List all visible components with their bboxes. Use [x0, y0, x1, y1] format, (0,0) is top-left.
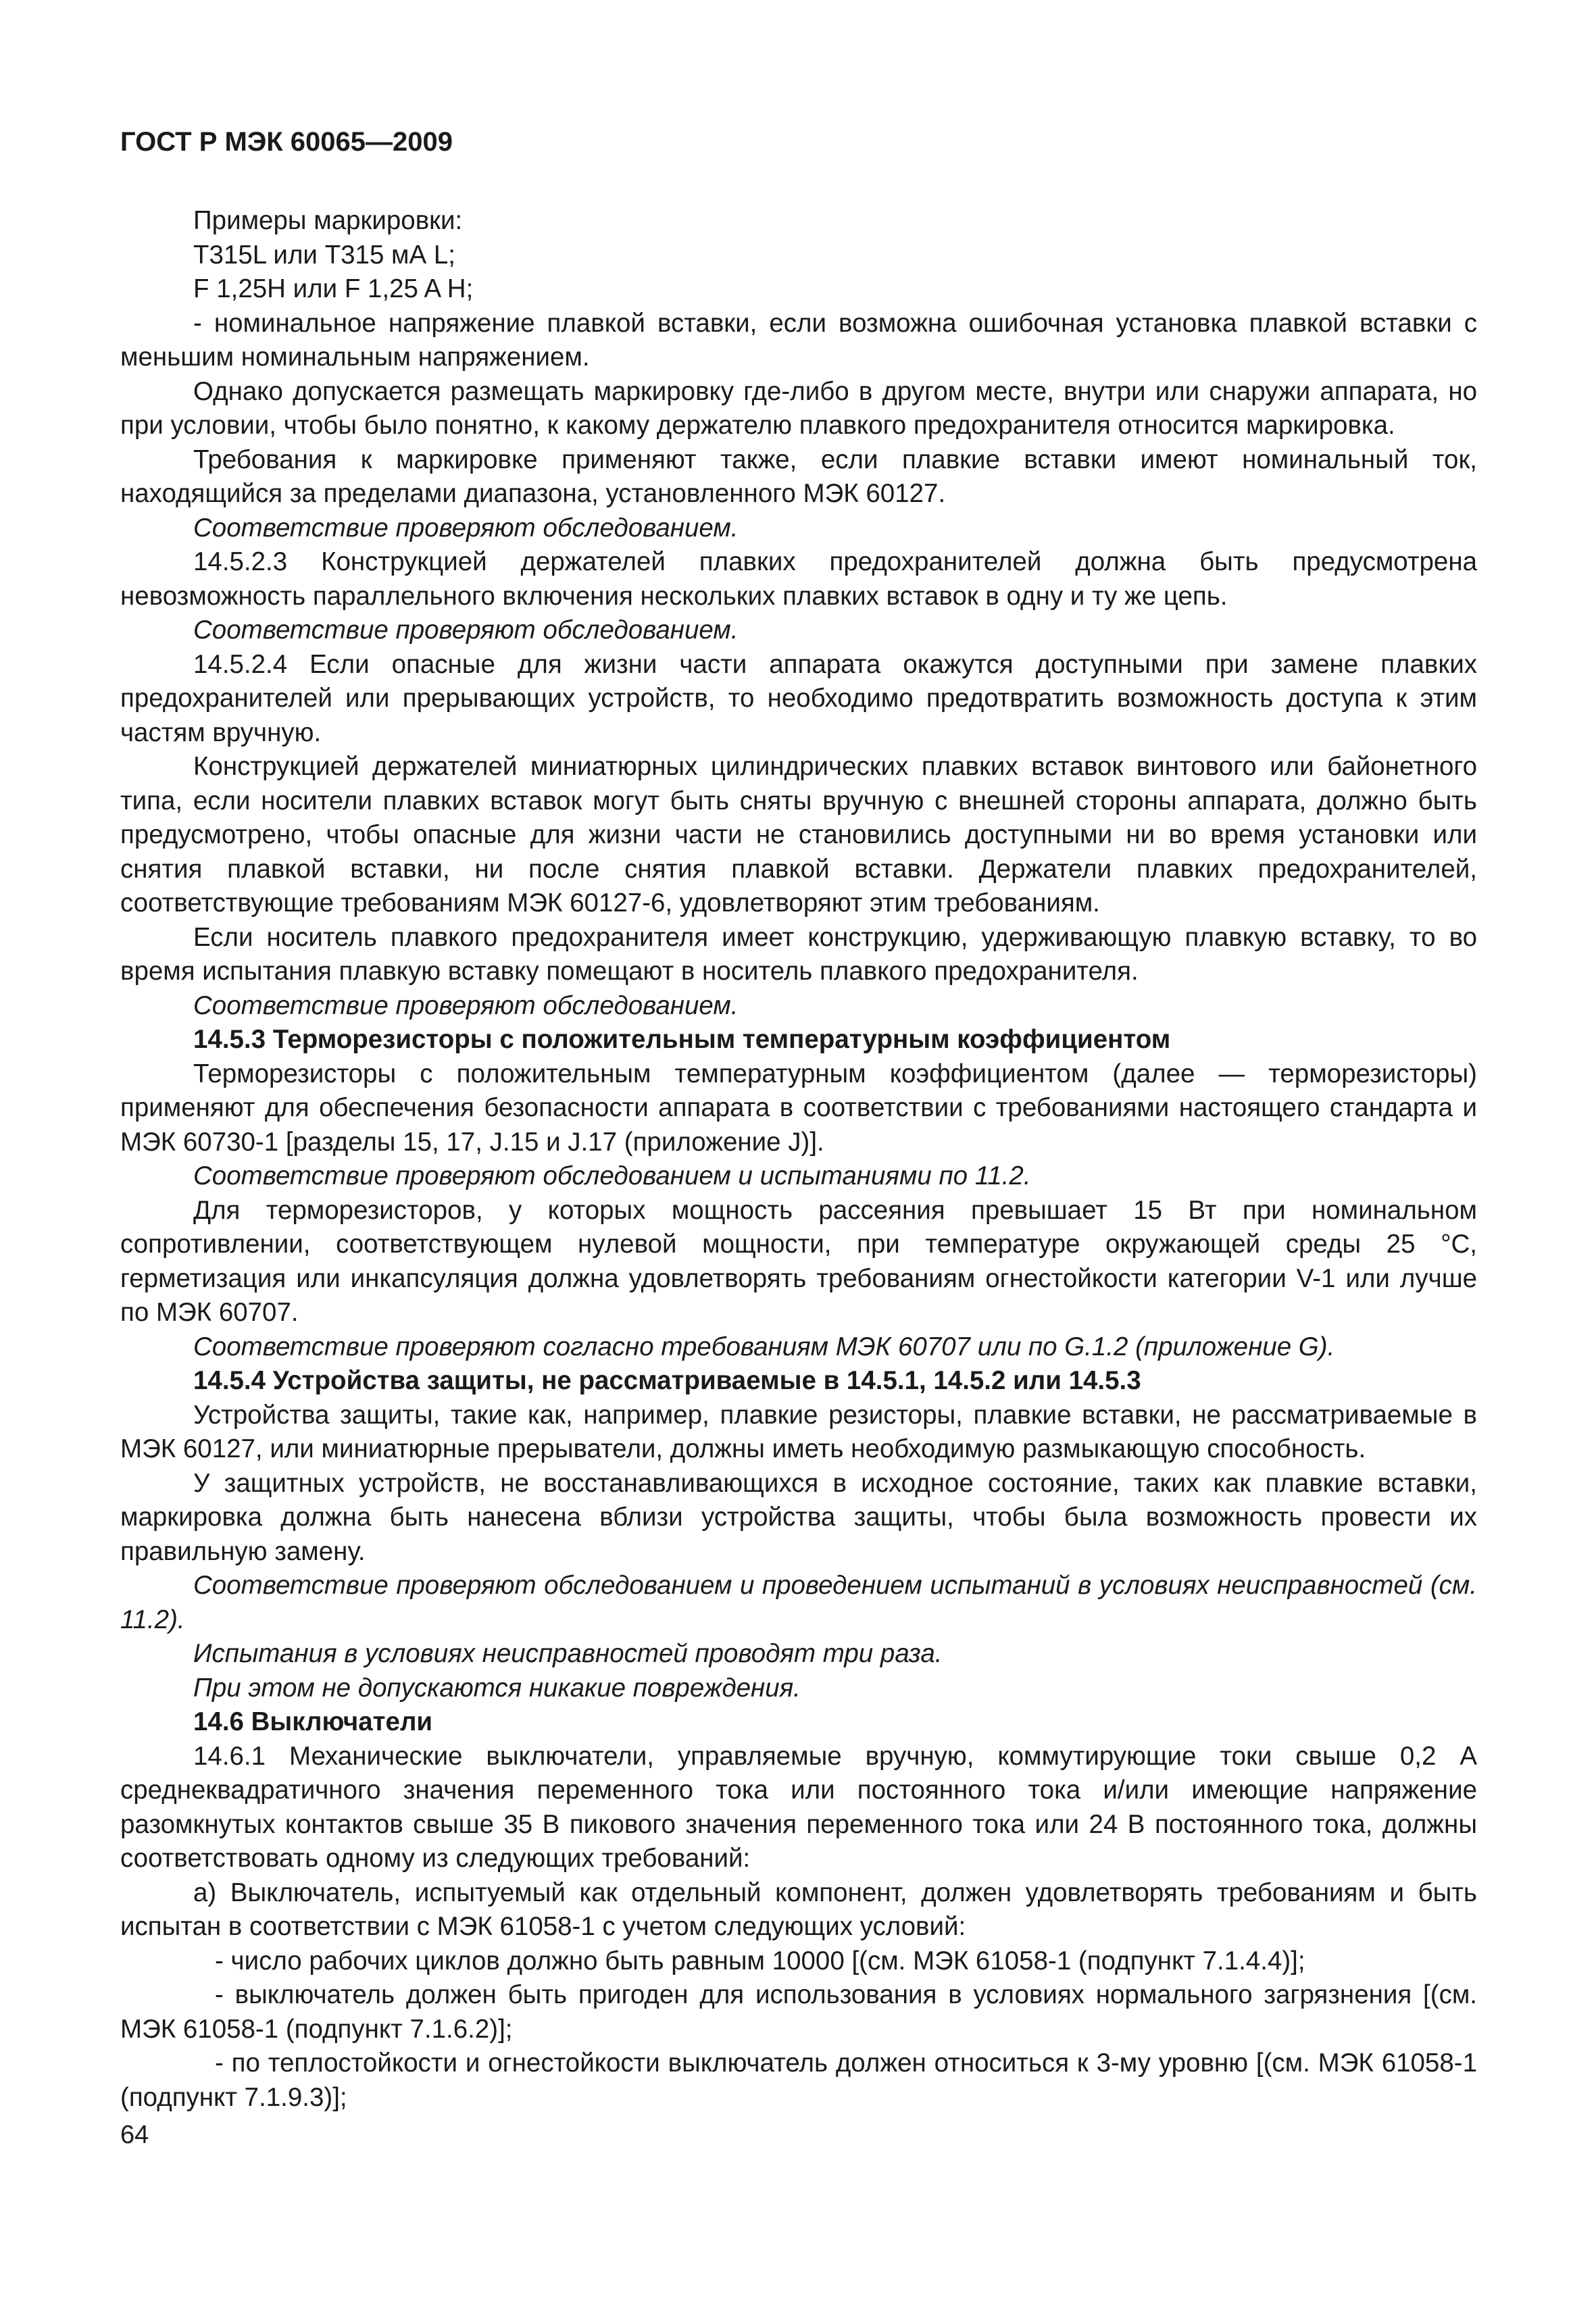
- paragraph: Соответствие проверяют обследованием и испытаниями по 11.2.: [193, 1161, 1031, 1190]
- paragraph: Соответствие проверяют согласно требованиям МЭК 60707 или по G.1.2 (приложение G).: [193, 1332, 1335, 1361]
- paragraph: Для терморезисторов, у которых мощность рассеяния превышает 15 Вт при номинальном сопротивлении, соответствующем нулевой мощности, при температуре окружающей среды 25 °С, герметизация или инкапсуляция должна удовлетворять требованиям огнестойкости категории V-1 или лучше по МЭК 60707.: [120, 1195, 1477, 1327]
- paragraph: При этом не допускаются никакие повреждения.: [193, 1673, 801, 1703]
- paragraph: - выключатель должен быть пригоден для использования в условиях нормального загрязнения [(см. МЭК 61058-1 (подпункт 7.1.6.2)];: [120, 1980, 1477, 2044]
- paragraph: У защитных устройств, не восстанавливающихся в исходное состояние, таких как плавкие вставки, маркировка должна быть нанесена вблизи устройства защиты, чтобы была возможность провести их правильную замену.: [120, 1468, 1477, 1566]
- paragraph: Если носитель плавкого предохранителя имеет конструкцию, удерживающую плавкую вставку, то во время испытания плавкую вставку помещают в носитель плавкого предохранителя.: [120, 922, 1477, 986]
- paragraph: а) Выключатель, испытуемый как отдельный компонент, должен удовлетворять требованиям и быть испытан в соответствии с МЭК 61058-1 с учетом следующих условий:: [120, 1878, 1477, 1941]
- paragraph: Устройства защиты, такие как, например, плавкие резисторы, плавкие вставки, не рассматриваемые в МЭК 60127, или миниатюрные прерыватели, должны иметь необходимую размыкающую способность.: [120, 1400, 1477, 1463]
- paragraph: 14.5.2.3 Конструкцией держателей плавких предохранителей должна быть предусмотрена невозможность параллельного включения нескольких плавких вставок в одну и ту же цепь.: [120, 547, 1477, 611]
- paragraph: Примеры маркировки:: [193, 206, 463, 235]
- paragraph: Соответствие проверяют обследованием и проведением испытаний в условиях неисправностей (см. 11.2).: [120, 1571, 1477, 1634]
- paragraph: Однако допускается размещать маркировку где-либо в другом месте, внутри или снаружи аппарата, но при условии, чтобы было понятно, к какому держателю плавкого предохранителя относится маркировка.: [120, 376, 1477, 440]
- paragraph: Соответствие проверяют обследованием.: [193, 615, 739, 645]
- paragraph: 14.5.4 Устройства защиты, не рассматриваемые в 14.5.1, 14.5.2 или 14.5.3: [193, 1366, 1141, 1395]
- paragraph: Конструкцией держателей миниатюрных цилиндрических плавких вставок винтового или байонетного типа, если носители плавких вставок могут быть сняты вручную с внешней стороны аппарата, должно быть предусмотрено, чтобы опасные для жизни части не становились доступными ни во время установки или снятия плавкой вставки, ни после снятия плавкой вставки. Держатели плавких предохранителей, соответствующие требованиям МЭК 60127-6, удовлетворяют этим требованиям.: [120, 752, 1477, 917]
- paragraph: - по теплостойкости и огнестойкости выключатель должен относиться к 3-му уровню [(см. МЭК 61058-1 (подпункт 7.1.9.3)];: [120, 2048, 1477, 2112]
- paragraph: Требования к маркировке применяют также, если плавкие вставки имеют номинальный ток, находящийся за пределами диапазона, установленного МЭК 60127.: [120, 445, 1477, 508]
- paragraph: Терморезисторы с положительным температурным коэффициентом (далее — терморезисторы) применяют для обеспечения безопасности аппарата в соответствии с требованиями настоящего стандарта и МЭК 60730-1 [разделы 15, 17, J.15 и J.17 (приложение J)].: [120, 1059, 1477, 1157]
- paragraph: 14.6 Выключатели: [193, 1707, 433, 1736]
- paragraph: - номинальное напряжение плавкой вставки, если возможна ошибочная установка плавкой вставки с меньшим номинальным напряжением.: [120, 308, 1477, 372]
- paragraph: - число рабочих циклов должно быть равным 10000 [(см. МЭК 61058-1 (подпункт 7.1.4.4)];: [215, 1946, 1305, 1976]
- paragraph: Испытания в условиях неисправностей проводят три раза.: [193, 1639, 943, 1668]
- paragraph: 14.6.1 Механические выключатели, управляемые вручную, коммутирующие токи свыше 0,2 А среднеквадратичного значения переменного тока или постоянного тока и/или имеющие напряжение разомкнутых контактов свыше 35 В пикового значения переменного тока или 24 В постоянного тока, должны соответствовать одному из следующих требований:: [120, 1741, 1477, 1873]
- paragraph: 14.5.3 Терморезисторы с положительным температурным коэффициентом: [193, 1025, 1171, 1054]
- paragraph: Соответствие проверяют обследованием.: [193, 990, 739, 1020]
- document-header: ГОСТ Р МЭК 60065—2009: [120, 127, 453, 157]
- paragraph: 14.5.2.4 Если опасные для жизни части аппарата окажутся доступными при замене плавких предохранителей или прерывающих устройств, то необходимо предотвратить возможность доступа к этим частям вручную.: [120, 649, 1477, 747]
- document-body: [120, 204, 1477, 2115]
- paragraph: F 1,25H или F 1,25 A H;: [193, 274, 474, 303]
- paragraph: Т315L или Т315 мА L;: [193, 240, 456, 270]
- paragraph: Соответствие проверяют обследованием.: [193, 513, 739, 543]
- page-number: 64: [120, 2121, 149, 2149]
